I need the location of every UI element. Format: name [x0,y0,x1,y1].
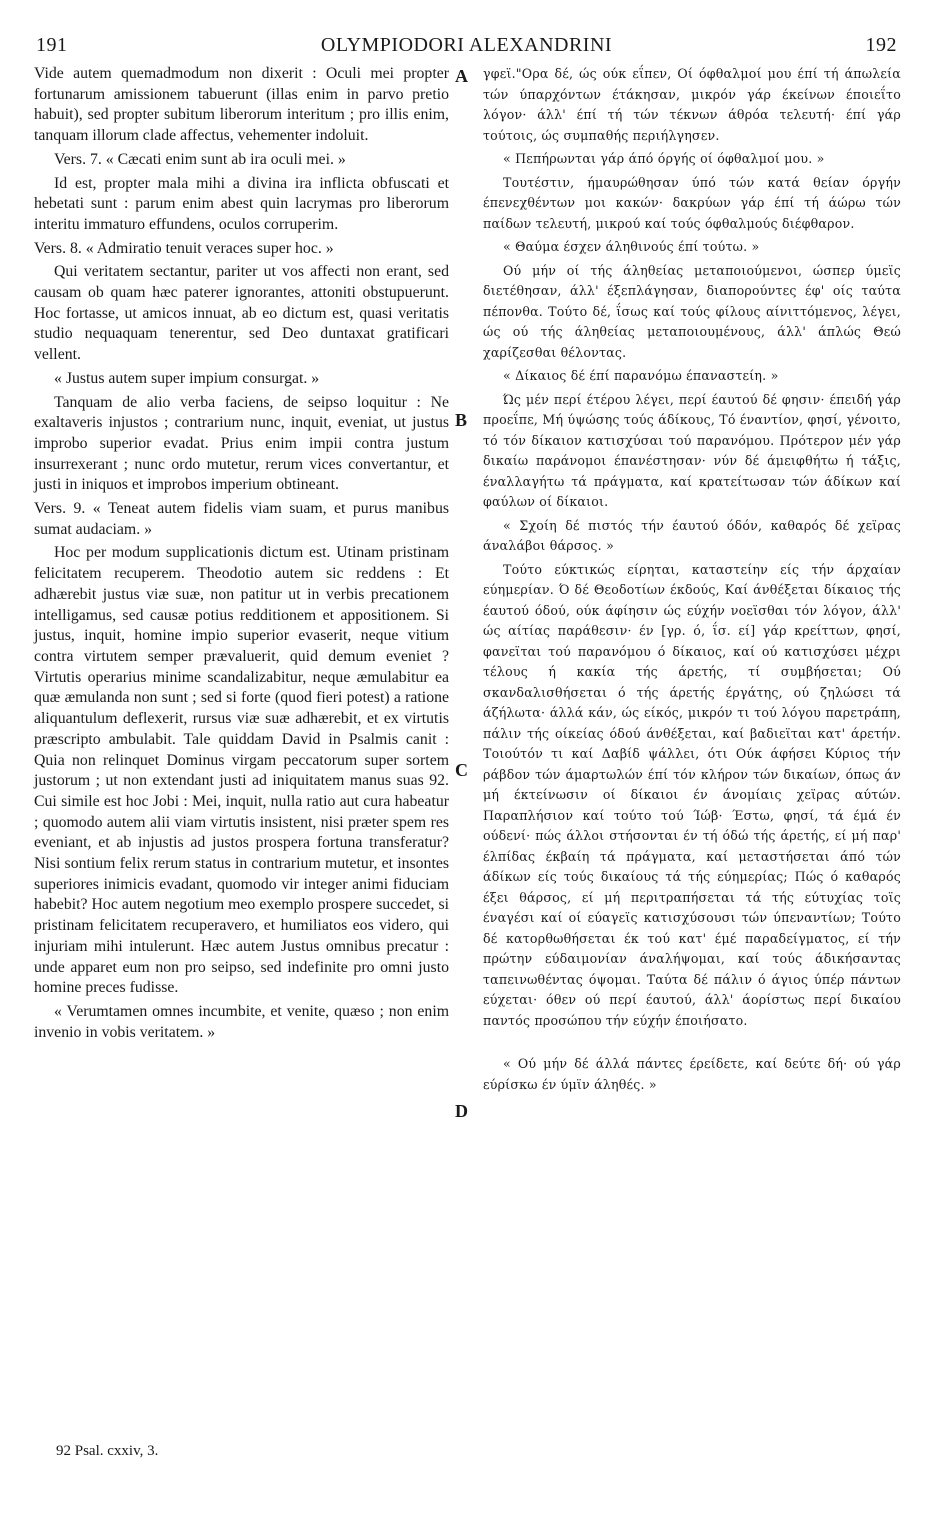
latin-paragraph: Qui veritatem sectantur, pariter ut vos affecti non erant, sed causam ob quam hæc paterer ignorantes, attoniti obstupuerunt. Hoc fortasse, ut amicos innuat, ab eo dictum est, quasi veritatis studio nequaquam tenerentur, sed Deo duntaxat gratificari vellent. [34,263,449,364]
latin-verse-9: Vers. 9. « Teneat autem fidelis viam suam, et purus manibus sumat audaciam. » [34,500,449,538]
latin-paragraph: Tanquam de alio verba faciens, de seipso loquitur : Ne exaltaveris injustos ; contrarium nunc, inquit, eveniat, ut justus improbo superior evadat. Prius enim impii contra justum insurrexerant ; nunc ordo mutetur, rerum vices convertantur, et justi in iniquos et improbos imperium obtineant. [34,393,449,494]
latin-paragraph: Vide autem quemadmodum non dixerit : Oculi mei propter fortunarum amissionem tabuerunt (illas enim in parvo pretio habuit), sed propter subitum liberorum interitum ; pro illis enim, tanquam illorum clade affectus, vehementer indoluit. [34,65,449,145]
greek-lemma: « Δίκαιος δέ έπί παρανόμω έπαναστείη. » [503,368,779,383]
margin-marker-c: C [455,760,468,780]
footnote: 92 Psal. cxxiv, 3. [56,1443,159,1459]
spacer [483,1034,901,1054]
greek-lemma: « Σχοίη δέ πιστός τήν έαυτού όδόν, καθαρός δέ χεϊρας άναλάβοι θάρσος. » [483,517,901,553]
margin-marker-d: D [455,1101,468,1121]
margin-marker-b: B [455,410,468,430]
latin-lemma: « Justus autem super impium consurgat. » [54,369,320,387]
greek-column [483,64,901,1098]
greek-lemma: « Ού μήν δέ άλλά πάντες έρείδετε, καί δεύτε δή· ού γάρ εύρίσκω έν ύμϊν άληθές. » [483,1056,901,1092]
greek-lemma: « Πεπήρωνται γάρ άπό όργής οί όφθαλμοί μου. » [503,151,825,166]
greek-lemma: « Θαύμα έσχεν άληθινούς έπί τούτω. » [503,239,760,254]
running-header [36,34,897,62]
greek-paragraph: Τούτο εύκτικώς είρηται, καταστείην είς τήν άρχαίαν εύημερίαν. Ό δέ Θεοδοτίων έκδούς, Καί άνθέξεται δίκαιος τής έαυτού όδού, ούκ άφίησιν ώς εύχήν νοεϊσθαι τόν λόγον, άλλ' ώς αίτίας παράθεσιν· έν [γρ. ό, ΐσ. εί] γάρ κρείττων, φησί, φανεϊται τού παρανόμου ό δίκαιος, καί ού κατισχύσει μέχρι τέλους ή κακία τής άρετής, τί συμβήσεται; Ού σκανδαλισθήσεται ό τής άρετής έργάτης, ού ζηλώσει τά άζήλωτα· άλλά κάν, ώς είκός, μικρόν τι τού λόγου παρετράπη, πάλιν τής οίκείας όδού άνθέξεται, καί βαδιεϊται κατ' άρετήν. Τοιούτόν τι καί Δαβίδ ψάλλει, ότι Ούκ άφήσει Κύριος τήν ράβδον τών άμαρτωλών έπί τόν κλήρον τών δικαίων, όπως άν μή έκτείνωσιν οί δίκαιοι έν άνομίαις χεϊρας αύτών. Παραπλήσιον καί τούτο τού Ίώβ· Έστω, φησί, τά έμά έν ούδενί· πώς άλλοι στήσονται έν τή όδώ τής άρετής, εί μή παρ' έλπίδας έκβαίη τά πράγματα, καί μεταστήσεται άπό τών άδίκων είς τούς δικαίους τά τής εύημερίας; Πώς ό καθαρός έξει θάρσος, εί μή περιτραπήσεται τά τής εύτυχίας τοϊς έναγέσι καί οί εύαγεϊς κατισχύσουσι τών ύπεναντίων; Τούτο δέ κατορθωθήσεται έκ τού κατ' έμέ παραδείγματος, εί τήν πρώτην εύδαιμονίαν άναλήψομαι, καί τούς άδικήσαντας ταπεινωθέντας όψομαι. Ταύτα δέ πάλιν ό άγιος ύπέρ πάντων εύχεται· όθεν ού περί έαυτού, άλλ' άορίστως περί δικαίου παντός προσώπου τήν εύχήν έποιήσατο. [483,561,901,1028]
latin-column [34,64,449,1046]
margin-marker-a: A [455,66,468,86]
latin-paragraph: Hoc per modum supplicationis dictum est. Utinam pristinam felicitatem recuperem. Theodotio autem sic reddens : Et adhærebit justus viæ suæ, non patitur ut in verbis precationem intelligamus, sed causæ potius redditionem et appositionem. Si justus, inquit, homine impio superior evaserit, neque vitium contra virtutem semper prævaluerit, quid demum eveniet ? Virtutis operarius minime scandalizabitur, neque æmulabitur ea quæ æmulanda non sunt ; sed si forte (quod fieri potest) a ratione aliquantulum deflexerit, rursus viæ suæ adhærebit, et ex virtutis præscripto ambulabit. Tale quiddam David in Psalmis canit : Quia non relinquet Dominus virgam peccatorum super sortem justorum ; ut non extendant justi ad iniquitatem manus suas 92. Cui simile est hoc Jobi : Mei, inquit, nulla ratio aut cura habeatur ; quomodo autem alii viam virtutis insistent, nisi præter spem res eveniant, et ab injustis ad justos prospera fortuna transferatur? Nisi sontium felix rerum status in contrarium mutetur, et insontes superiores inimicis evadant, quomodo vir integer animi fiduciam habebit? Hoc autem negotium meo exemplo prospere succedet, si pristinam felicitatem recuperavero, et humiliatos eos videro, qui injuriam mihi intulerunt. Hæc autem Justus omnibus precatur : unde apparet eum non pro seipso, sed indefinite pro omni justo homine preces fudisse. [34,544,449,997]
greek-paragraph: Ώς μέν περί έτέρου λέγει, περί έαυτού δέ φησιν· έπειδή γάρ προεΐπε, Μή ύψώσης τούς άδίκους, Τό έναντίον, φησί, γένοιτο, τό τόν δίκαιον κατισχύσαι τού παρανόμου. Πρότερον μέν γάρ δικαίω παράνομοι έπανέστησαν· νύν δέ άμειφθήτω ή τάξις, έναλλαγήτω τά πράγματα, καί κρατείτωσαν τών άδίκων καί φαύλων οί δίκαιοι. [483,391,901,509]
page-number-right: 192 [865,34,897,56]
page-number-left: 191 [36,34,68,56]
greek-paragraph: Ού μήν οί τής άληθείας μεταποιούμενοι, ώσπερ ύμεϊς διετέθησαν, άλλ' έξεπλάγησαν, διαπορούντες έφ' οίς ταύτα πέπονθα. Τούτο δέ, ΐσως καί τούς φίλους αίνιττόμενος, λέγει, ώς ού τής άληθείας μεταποιουμένους, άλλ' άπλώς Θεώ χαρίζεσθαι θέλοντας. [483,262,901,360]
latin-paragraph: Id est, propter mala mihi a divina ira inflicta obfuscati et hebetati sunt : parum enim abest quin lacrymas pro liberorum interitu immaturo effundens, oculos corruperim. [34,174,449,233]
running-title: OLYMPIODORI ALEXANDRINI [320,34,613,56]
greek-paragraph: Τουτέστιν, ήμαυρώθησαν ύπό τών κατά θείαν όργήν έπενεχθέντων μοι κακών· δακρύων γάρ έπί τή άώρω τών παίδων τελευτή, μικρού καί τούς όφθαλμούς διέφθαρον. [483,174,901,231]
latin-verse-7: Vers. 7. « Cæcati enim sunt ab ira oculi mei. » [54,150,346,168]
greek-paragraph: γφεϊ."Ορα δέ, ώς ούκ εΐπεν, Οί όφθαλμοί μου έπί τή άπωλεία τών ύπαρχόντων έτάκησαν, μικρόν γάρ έκείνων έποιεΐτο λόγον· άλλ' έπί τή τών τέκνων άθρόα τελευτή· έπί γάρ τούτοις, ώς συμπαθής περιήλγησεν. [483,66,901,143]
latin-lemma: « Verumtamen omnes incumbite, et venite, quæso ; non enim invenio in vobis veritatem. » [34,1002,449,1041]
latin-verse-8: Vers. 8. « Admiratio tenuit veraces super hoc. » [34,239,334,257]
